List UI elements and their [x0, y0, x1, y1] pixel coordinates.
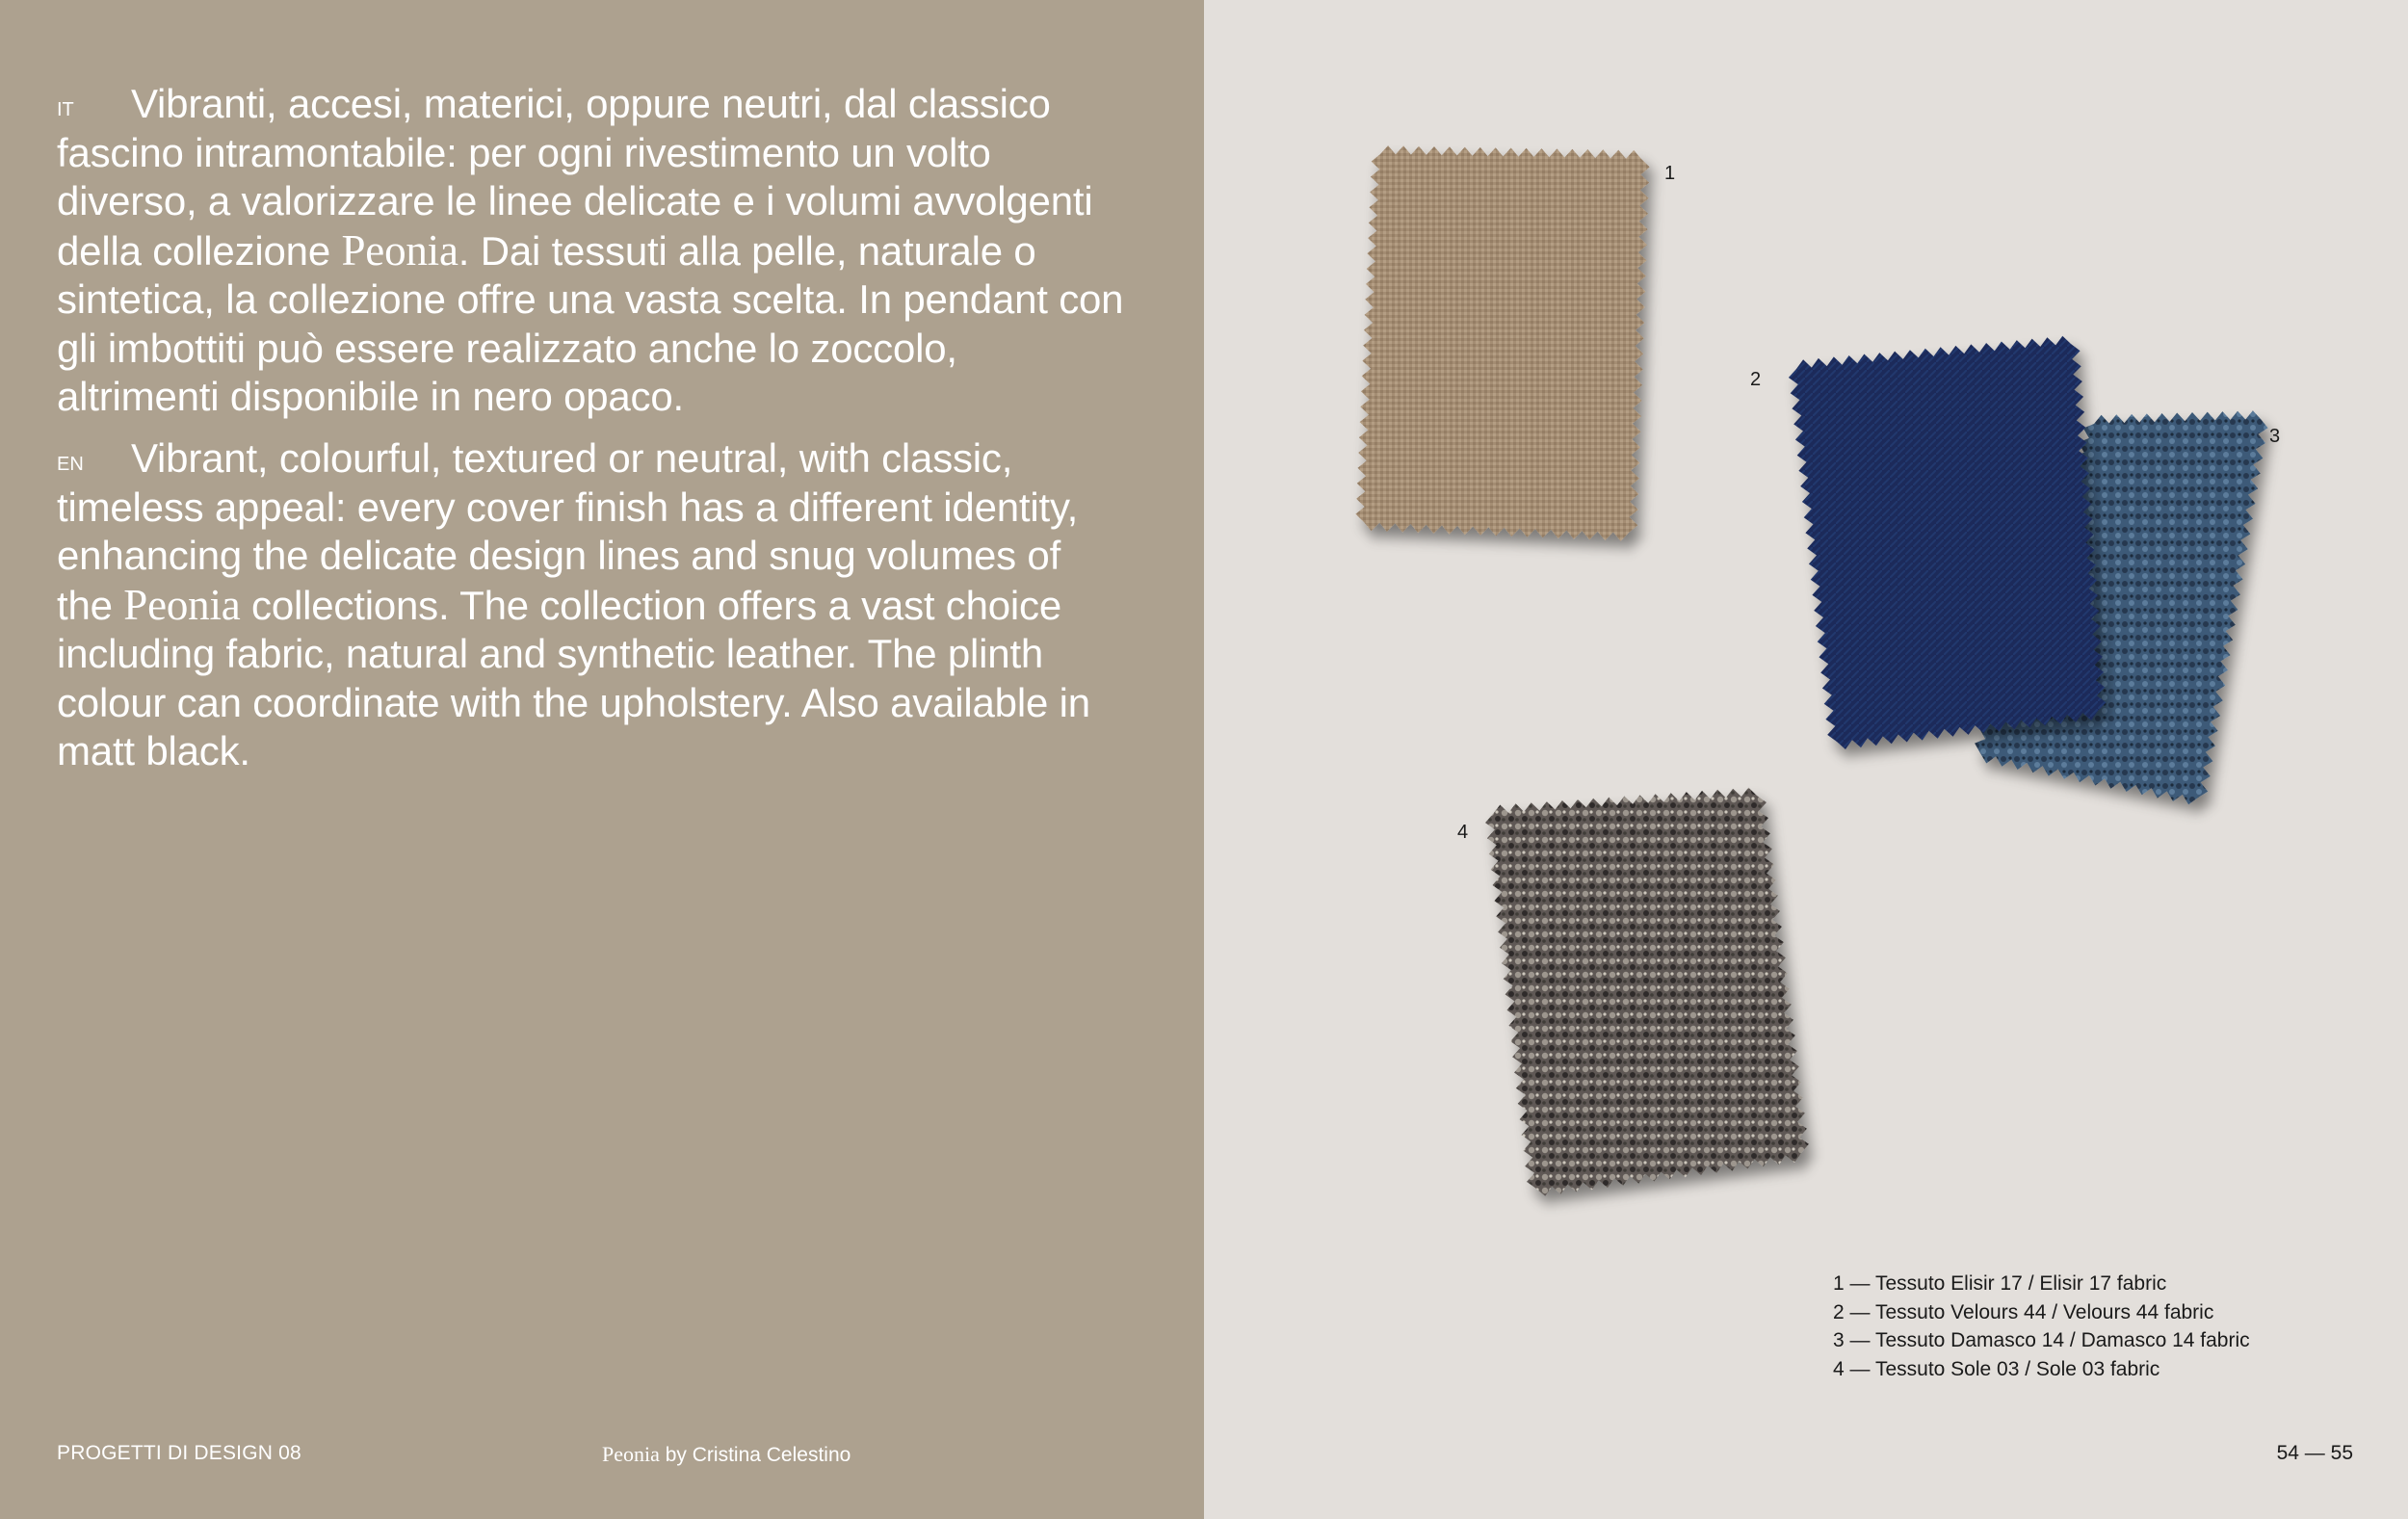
english-brand-name: Peonia — [123, 580, 241, 629]
swatch-number-2: 2 — [1750, 369, 1762, 390]
italian-text-part-1: Vibranti, accesi, materici, oppure neutri, dal classico fascino intramontabile: per ogni rivestimento un volto diverso, a valorizzare le linee delicate e i volumi avvolgenti della collezione — [57, 81, 1093, 274]
swatch-number-3: 3 — [2269, 426, 2281, 447]
page-numbers: 54 — 55 — [2276, 1442, 2353, 1464]
swatch-4-sole — [1485, 788, 1809, 1196]
english-text-part-2: collections. The collection offers a vast choice including fabric, natural and synthetic leather. The plinth colour can coordinate with the upholstery. Also available in matt black. — [57, 582, 1090, 773]
italian-text-part-2: . Dai tessuti alla pelle, naturale o sintetica, la collezione offre una vasta scelta. In pendant con gli imbottiti può essere realizzato anche lo zoccolo, altrimenti disponibile in nero opaco. — [57, 227, 1124, 419]
footer-credit — [602, 1442, 851, 1467]
legend-item-4: 4 — Tessuto Sole 03 / Sole 03 fabric — [1833, 1357, 2160, 1380]
swatch-1-elisir — [1355, 145, 1649, 541]
english-language-tag: EN — [57, 454, 84, 475]
footer-designer: by Cristina Celestino — [665, 1444, 851, 1466]
swatch-number-1: 1 — [1664, 163, 1676, 184]
english-paragraph — [57, 434, 1126, 776]
italian-paragraph — [57, 80, 1126, 422]
footer-series: PROGETTI DI DESIGN 08 — [57, 1442, 301, 1464]
swatch-number-4: 4 — [1457, 822, 1469, 843]
legend-item-3: 3 — Tessuto Damasco 14 / Damasco 14 fabric — [1833, 1329, 2250, 1351]
legend-item-1: 1 — Tessuto Elisir 17 / Elisir 17 fabric — [1833, 1272, 2167, 1295]
english-text-part-1: Vibrant, colourful, textured or neutral, with classic, timeless appeal: every cover finish has a different identity, enhancing the delicate design lines and snug volumes of the — [57, 435, 1079, 628]
swatch-2-velours — [1789, 336, 2106, 749]
fabric-legend — [1833, 1270, 2250, 1383]
legend-item-2: 2 — Tessuto Velours 44 / Velours 44 fabric — [1833, 1300, 2214, 1323]
footer-brand: Peonia — [602, 1442, 660, 1466]
italian-brand-name: Peonia — [341, 225, 458, 275]
italian-language-tag: IT — [57, 99, 74, 120]
